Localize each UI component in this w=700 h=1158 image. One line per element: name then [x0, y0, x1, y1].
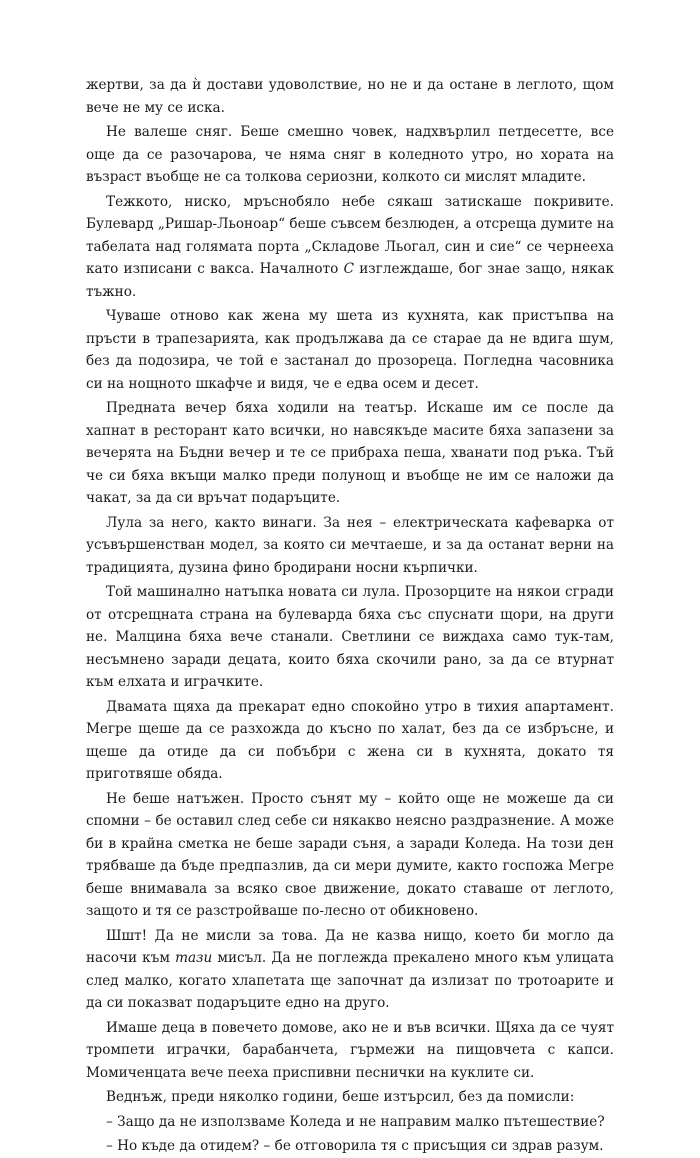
body-text	[86, 74, 614, 1158]
paragraph-shh: Шшт! Да не мисли за това. Да не казва нищо, което би могло да насочи към тази мисъл. Да не поглежда прекалено много към улицата след малко, когато хлапетата ще започнат да излизат по тротоарите и да си показват подаръците едно на друго.	[86, 927, 614, 1011]
paragraph-gifts: Лула за него, както винаги. За нея – електрическата кафеварка от усъвършенстван модел, за която си мечтаеше, и за да останат верни на традицията, дузина фино бродирани носни кърпички.	[86, 514, 614, 576]
paragraph-wife-kitchen: Чуваше отново как жена му шета из кухнята, как пристъпва на пръсти в трапезарията, как продължава да се старае да не вдига шум, без да подозира, че той е застанал до прозореца. Погледна часовника си на нощното шкафче и видя, че е едва осем и десет.	[86, 308, 614, 392]
paragraph-pipe: Той машинално натъпка новата си лула. Прозорците на някои сгради от отсрещната страна на булеварда бяха със спуснати щори, на други не. Малцина бяха вече станали. Светлини се виждаха само тук-там, несъмнено заради децата, които бяха скочили рано, за да се втурнат към елхата и играчките.	[86, 584, 614, 690]
paragraph-continuation: жертви, за да ѝ достави удоволствие, но не и да остане в леглото, щом вече не му се иска.	[86, 77, 614, 116]
dialog-line-1: – Защо да не използваме Коледа и не направим малко пътешествие?	[106, 1113, 605, 1130]
paragraph-no-snow: Не валеше сняг. Беше смешно човек, надхвърлил петдесетте, все още да се разочарова, че няма сняг в коледното утро, но хората на възраст въобще не са толкова сериозни, колкото си мислят младите.	[86, 124, 614, 185]
paragraph-once: Веднъж, преди няколко години, беше изтърсил, без да помисли:	[106, 1089, 575, 1105]
dialog-line-2: – Но къде да отидем? – бе отговорила тя с присъщия си здрав разум.	[106, 1138, 604, 1154]
paragraph-quiet-morning: Двамата щяха да прекарат едно спокойно утро в тихия апартамент. Мегре щеше да се разхожда до късно по халат, без да се избръсне, и щеше да отиде да си побъбри с жена си в кухнята, докато тя приготвяше обяда.	[86, 698, 614, 782]
paragraph-sky: Тежкото, ниско, мръснобяло небе сякаш затискаше покривите. Булевард „Ришар-Льоноар“ беше съвсем безлюден, а отсреща думите на табелата над голямата порта „Складове Льогал, син и сие“ се чернееха като изписани с вакса. Началното С изглеждаше, бог знае защо, някак тъжно.	[86, 193, 615, 300]
paragraph-theatre: Предната вечер бяха ходили на театър. Искаше им се после да хапнат в ресторант като всички, но навсякъде масите бяха запазени за вечерята на Бъдни вечер и те се прибраха пеша, хванати под ръка. Тъй че си бяха вкъщи малко преди полунощ и въобще не им се наложи да чакат, за да си връчат подаръците.	[86, 400, 614, 506]
paragraph-children: Имаше деца в повечето домове, ако не и във всички. Щяха да се чуят тромпети играчки, барабанчета, гърмежи на пищовчета с капси. Момиченцата вече пееха приспивни песнички на куклите си.	[86, 1019, 614, 1081]
paragraph-not-sad: Не беше натъжен. Просто сънят му – който още не можеше да си спомни – бе оставил след себе си някакво неясно раздразнение. А може би в крайна сметка не беше заради съня, а заради Коледа. На този ден трябваше да бъде предпазлив, да си мери думите, както госпожа Мегре беше внимавала за всяко свое движение, докато ставаше от леглото, защото и тя се разстройваше по-лесно от обикновено.	[86, 790, 614, 919]
